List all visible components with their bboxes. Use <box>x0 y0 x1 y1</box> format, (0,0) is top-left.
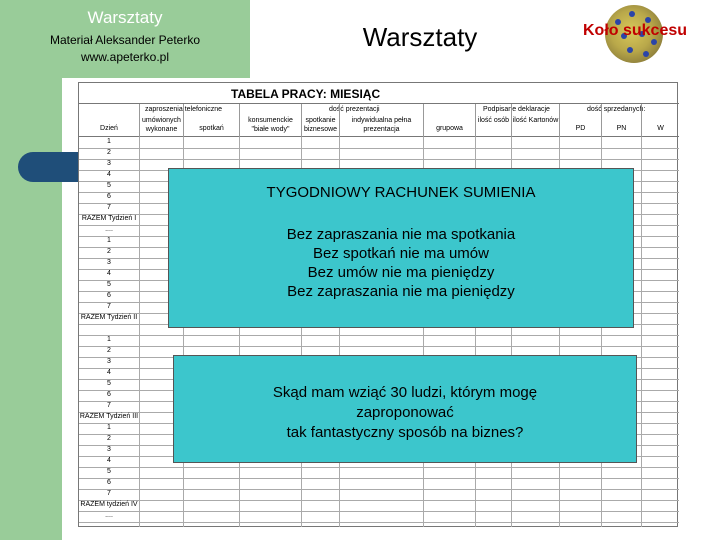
row-label: 2 <box>107 435 111 442</box>
row-label: 3 <box>107 358 111 365</box>
row-label: 2 <box>107 347 111 354</box>
row-label: 7 <box>107 303 111 310</box>
row-label: 4 <box>107 270 111 277</box>
row-label: 4 <box>107 457 111 464</box>
conscience-line: Bez zapraszania nie ma spotkania <box>286 226 516 243</box>
group-header: zaproszenia telefoniczne <box>145 106 223 113</box>
row-label: 5 <box>107 281 111 288</box>
column-header: indywidualna pełna prezentacja <box>339 104 423 138</box>
row-label: 4 <box>107 171 111 178</box>
group-header: dość sprzedanych: <box>587 106 646 113</box>
author-line: Materiał Aleksander Peterko <box>49 33 201 47</box>
row-label: 5 <box>107 182 111 189</box>
row-label: 6 <box>107 193 111 200</box>
group-header: dość prezentacji <box>329 106 380 113</box>
column-header: PD <box>559 104 601 138</box>
row-label: 7 <box>107 204 111 211</box>
conscience-box <box>168 168 634 328</box>
column-header: ilość Kartonów <box>511 104 559 138</box>
column-header: grupowa <box>423 104 475 138</box>
row-label: .... <box>105 512 113 519</box>
column-header: konsumenckie "białe wody" <box>239 104 301 138</box>
column-header: Dzień <box>100 125 118 132</box>
row-label: .... <box>105 226 113 233</box>
row-label: RAZEM Tydzień II <box>80 314 138 321</box>
logo-text: Koło sukcesu <box>582 22 688 39</box>
question-box <box>173 355 637 463</box>
left-subtitle <box>0 32 250 66</box>
question-line: tak fantastyczny sposób na biznes? <box>286 424 524 441</box>
row-label: 5 <box>107 380 111 387</box>
row-label: 2 <box>107 248 111 255</box>
header-row <box>79 103 679 137</box>
row-label: 3 <box>107 259 111 266</box>
row-label: 1 <box>107 237 111 244</box>
group-header: Podpisane deklaracje <box>483 106 550 113</box>
conscience-line: Bez spotkań nie ma umów <box>313 245 489 262</box>
row-label: 6 <box>107 391 111 398</box>
column-header: ilość osób <box>475 104 511 138</box>
row-label: RAZEM tydzień IV <box>80 501 138 508</box>
row-label: 3 <box>107 446 111 453</box>
left-title: Warsztaty <box>87 8 163 27</box>
question-line: zaproponować <box>356 404 454 421</box>
row-label: 4 <box>107 369 111 376</box>
column-header: W <box>641 104 679 138</box>
row-label: 6 <box>107 479 111 486</box>
row-label: 3 <box>107 160 111 167</box>
conscience-line: Bez zapraszania nie ma pieniędzy <box>287 283 515 300</box>
conscience-heading: TYGODNIOWY RACHUNEK SUMIENIA <box>266 184 536 201</box>
conscience-line: Bez umów nie ma pieniędzy <box>307 264 495 281</box>
main-title: Warsztaty <box>362 22 478 52</box>
row-label: RAZEM Tydzień I <box>81 215 137 222</box>
row-label: RAZEM Tydzień III <box>79 413 139 420</box>
row-label: 1 <box>107 424 111 431</box>
row-label: 5 <box>107 468 111 475</box>
column-header: spotkań <box>183 104 239 138</box>
row-label: 2 <box>107 149 111 156</box>
column-header: PN <box>601 104 641 138</box>
question-line: Skąd mam wziąć 30 ludzi, którym mogę <box>272 384 538 401</box>
row-label: 1 <box>107 336 111 343</box>
sheet-title: TABELA PRACY: MIESIĄC <box>231 87 381 101</box>
column-header: umówionych wykonane <box>139 104 183 138</box>
column-header: spotkanie biznesowe <box>301 104 339 138</box>
row-label: 6 <box>107 292 111 299</box>
row-label: 7 <box>107 490 111 497</box>
url-line: www.apeterko.pl <box>80 50 170 64</box>
row-label: 1 <box>107 138 111 145</box>
row-label: 7 <box>107 402 111 409</box>
